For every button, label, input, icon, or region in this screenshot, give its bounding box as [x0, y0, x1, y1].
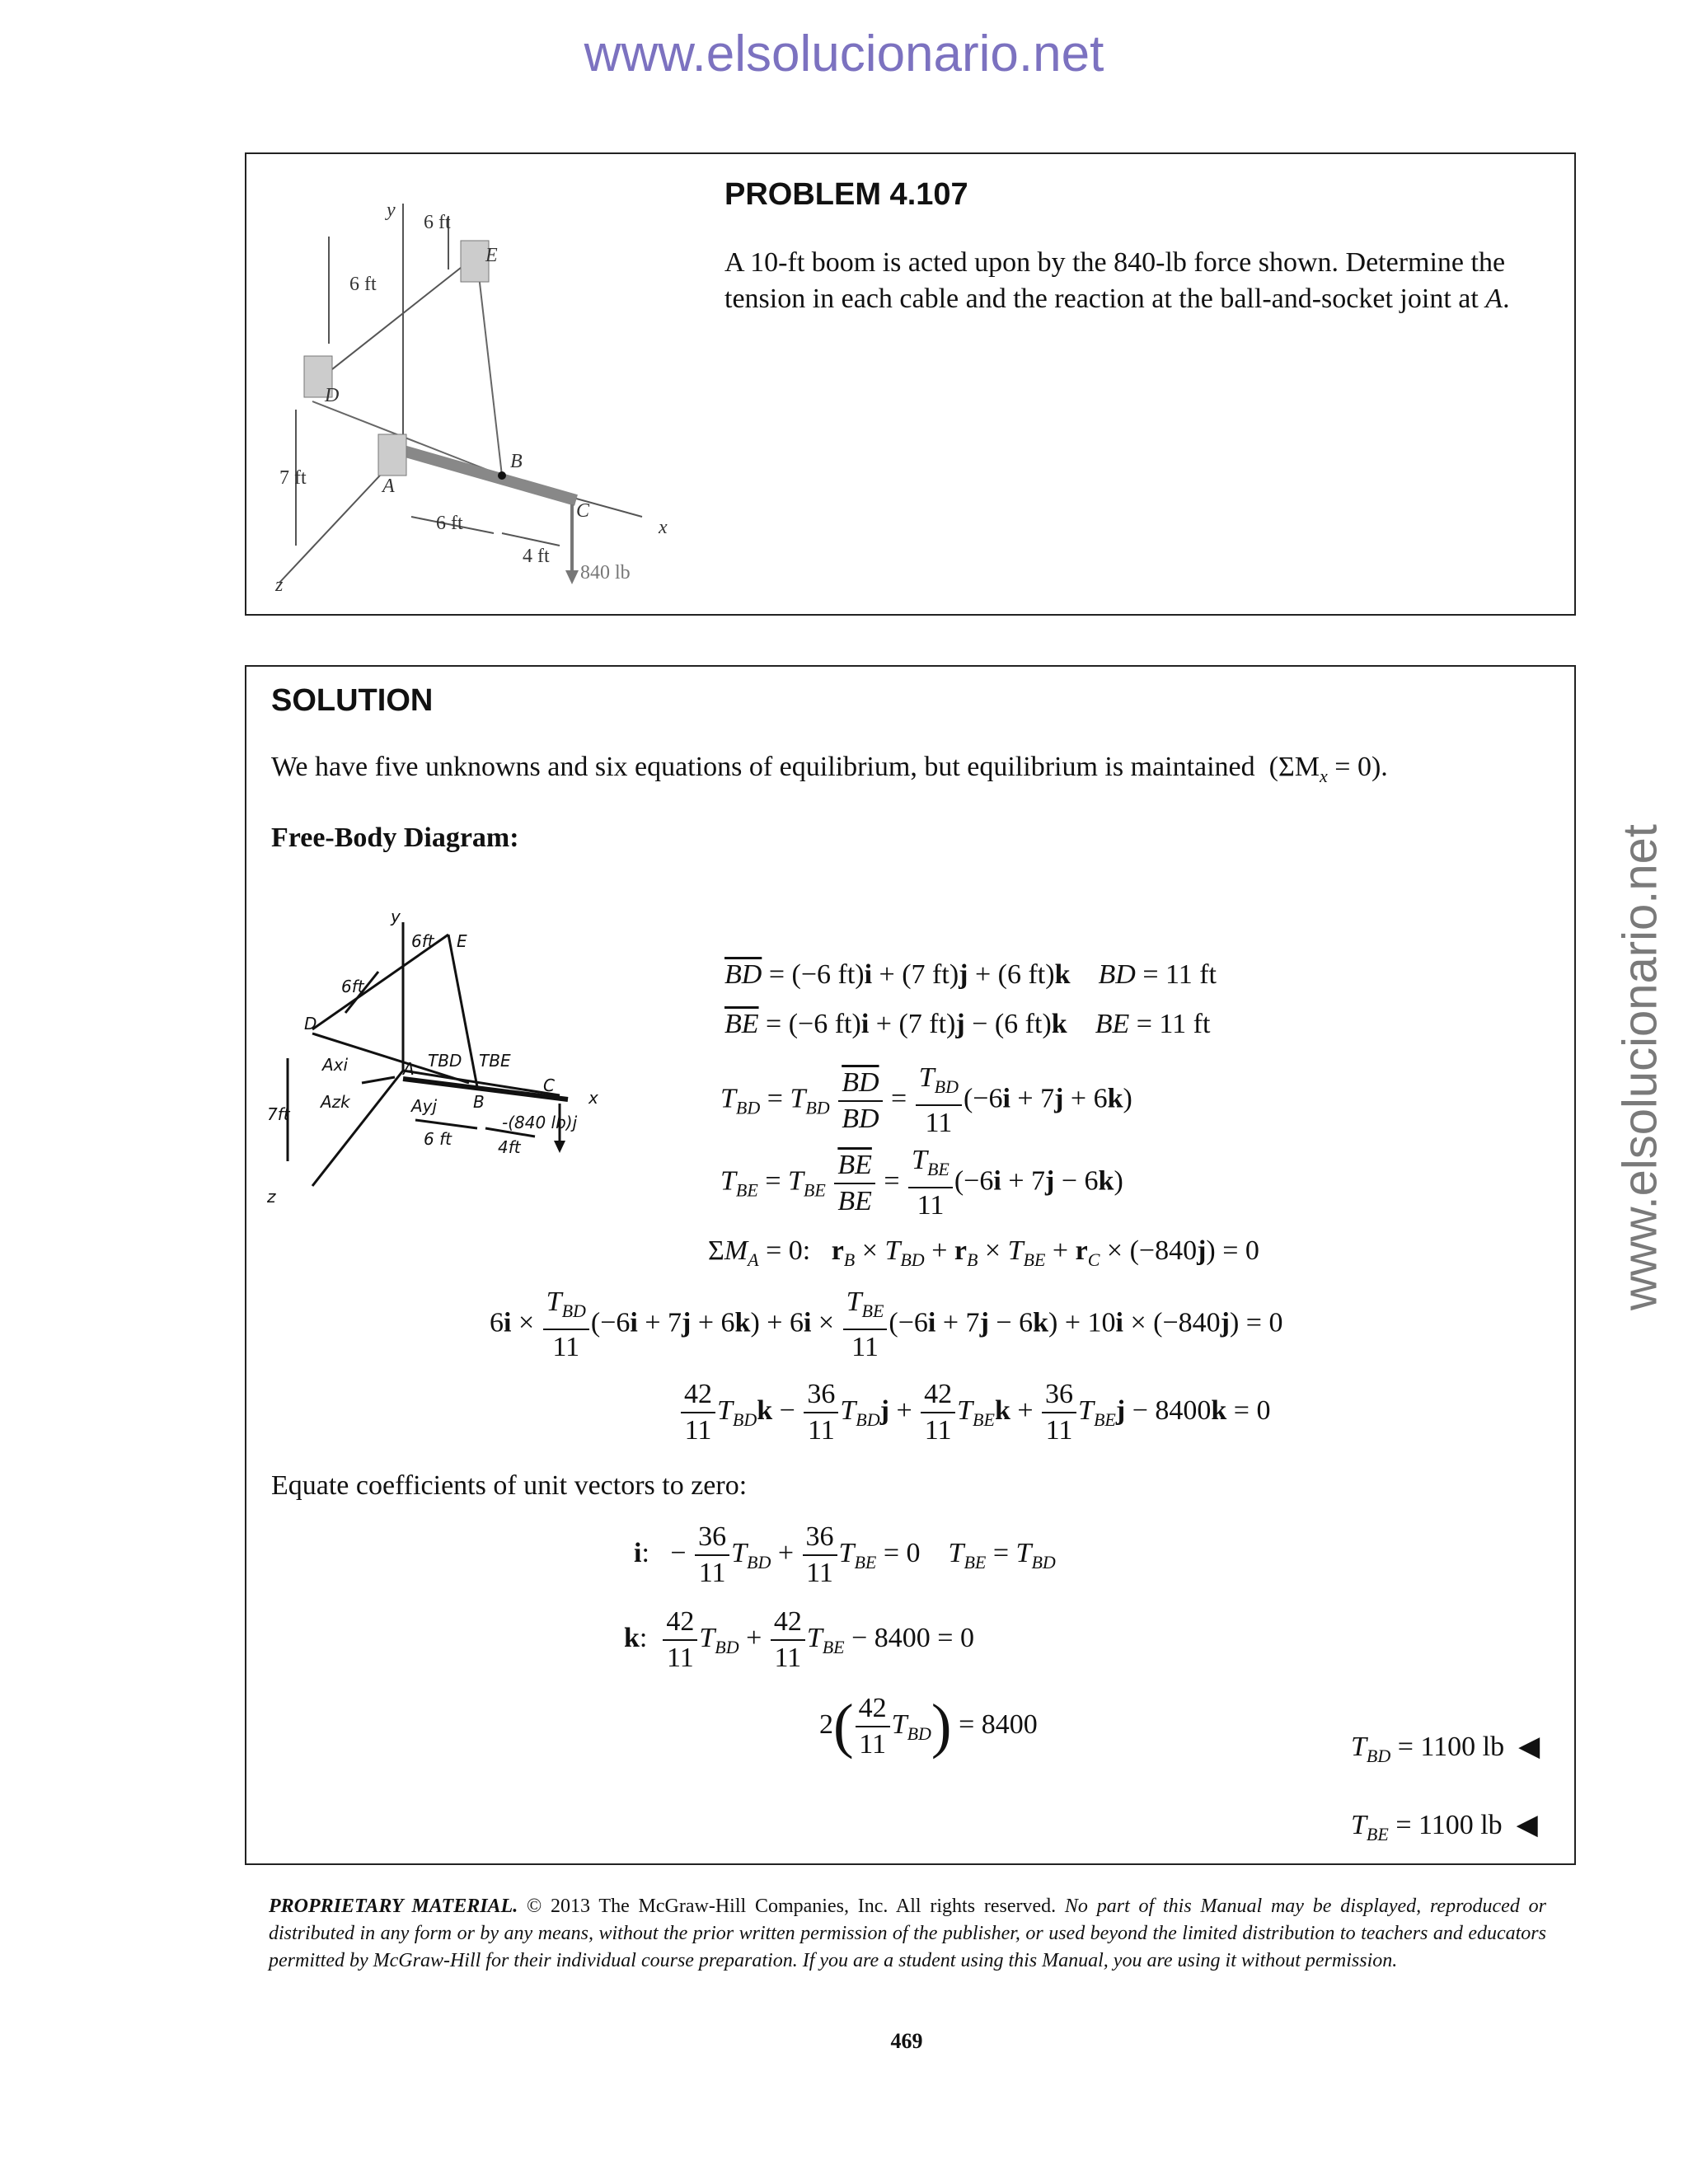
eq-i-component: i: − $\frac{36}{11}$ $T_{BD}$ + $\frac{36}{11}$ $T_{BE} = 0$ $T_{BE} = T_{BD}$ — [634, 1521, 1056, 1588]
fig-label-z: z — [275, 574, 284, 596]
fbd-ayj: Ayj — [411, 1096, 438, 1116]
eq-vector-be: $\overline{BE} = (-6$ ft)i + (7 ft)j − (6 ft)k BE = 11 ft — [724, 1009, 1211, 1039]
eq-k-component: k: $\frac{42}{11}$ $T_{BD}$ + $\frac{42}{11}$ $T_{BE} - 8400 = 0$ — [624, 1606, 974, 1673]
fbd-e: E — [457, 931, 467, 951]
eq-moment-simplified: $\frac{42}{11}$ $T_{BD}k$ − $\frac{36}{11}$ $T_{BD}j$ + $\frac{42}{11}$ $T_{BE}k$ + $\frac{36}{11}$ $T_{BE}j - 8400k = 0$ — [679, 1377, 1270, 1448]
answer-tbd: $T_{BD} = 1100$ lb ◀ — [1351, 1732, 1540, 1766]
eq-tension-bd: $T_{BD} = T_{BD}$ $\frac{\overline{BD}}{BD}$ = $\frac{T_{BD}}{11}$ (−6i + 7j + 6k) — [720, 1062, 1132, 1138]
fbd-y: y — [391, 907, 401, 926]
fbd-6ft-top: 6ft — [411, 931, 434, 951]
fig-dim-bc: 4 ft — [523, 546, 550, 567]
fig-label-a: A — [382, 476, 395, 497]
fbd-7ft: 7ft — [267, 1104, 290, 1124]
answer-tbe: $T_{BE} = 1100$ lb ◀ — [1351, 1810, 1538, 1844]
fbd-x: x — [588, 1088, 598, 1108]
watermark-top: www.elsolucionario.net — [584, 26, 1104, 82]
fig-label-d: D — [325, 385, 340, 406]
fig-label-x: x — [659, 517, 668, 538]
footer-copyright: PROPRIETARY MATERIAL. © 2013 The McGraw-Hill Companies, Inc. All rights reserved. No part of this Manual may be displayed, reproduced or distributed in any form or by any means, without the prior written permission of the publisher, or used beyond the limited distribution to teachers and educators permitted by McGraw-Hill for their individual course preparation. If you are a student using this Manual, you are using it without permission. — [269, 1896, 1546, 1971]
fbd-z: z — [267, 1187, 276, 1207]
fbd-d: D — [304, 1014, 317, 1033]
fig-label-c: C — [576, 500, 590, 522]
problem-figure — [246, 154, 708, 616]
solution-box — [245, 665, 1576, 1865]
fig-label-y: y — [387, 199, 396, 221]
fbd-tbd: TBD — [428, 1051, 462, 1071]
fig-dim-height: 7 ft — [279, 467, 307, 489]
fbd-6ft-bottom: 6 ft — [424, 1129, 452, 1149]
fig-force: 840 lb — [580, 562, 631, 583]
fbd-c: C — [543, 1076, 555, 1095]
fbd-tbe: TBE — [479, 1051, 511, 1071]
fbd-4ft: 4ft — [498, 1137, 521, 1157]
fig-dim-left: 6 ft — [349, 274, 377, 295]
fbd-6ft-left: 6ft — [341, 977, 364, 996]
solution-intro: We have five unknowns and six equations of equilibrium, but equilibrium is maintained $(\Sigma M_x = 0)$. — [271, 752, 1388, 786]
fig-label-e: E — [485, 245, 498, 266]
problem-title: PROBLEM 4.107 — [724, 177, 968, 212]
free-body-diagram — [263, 906, 609, 1219]
page-number: 469 — [890, 2029, 923, 2053]
eq-vector-bd: $\overline{BD} = (-6$ ft)i + (7 ft)j + (6 ft)k BD = 11 ft — [724, 959, 1217, 990]
watermark-side: www.elsolucionario.net — [1613, 824, 1667, 1310]
fbd-axi: Axi — [322, 1055, 349, 1075]
problem-statement: A 10-ft boom is acted upon by the 840-lb force shown. Determine the tension in each cable and the reaction at the ball-and-socket joint at A. — [724, 247, 1510, 314]
fbd-a: A — [403, 1059, 415, 1079]
problem-box — [245, 152, 1576, 616]
fbd-label: Free-Body Diagram: — [271, 823, 519, 853]
fbd-b: B — [473, 1092, 485, 1112]
fbd-azk: Azk — [321, 1092, 350, 1112]
solution-title: SOLUTION — [271, 683, 434, 718]
eq-moment-a: $\Sigma M_A = 0$: $r_B \times T_{BD} + r_B \times T_{BE} + r_C \times (-840j) = 0$ — [708, 1235, 1259, 1270]
fig-dim-ab: 6 ft — [436, 513, 463, 534]
eq-solve-tbd: 2( $\frac{42}{11}$ $T_{BD}) = 8400$ — [819, 1692, 1038, 1760]
fig-dim-top: 6 ft — [424, 212, 451, 233]
eq-moment-expanded: 6i × $\frac{T_{BD}}{11}$ (−6i + 7j + 6k) + 6i × $\frac{T_{BE}}{11}$ (−6i + 7j − 6k) + 10i × (−840j) = 0 — [490, 1286, 1283, 1362]
fig-label-b: B — [510, 451, 523, 472]
fbd-force: -(840 lb)j — [502, 1113, 578, 1132]
equate-label: Equate coefficients of unit vectors to zero: — [271, 1470, 748, 1501]
eq-tension-be: $T_{BE} = T_{BE}$ $\frac{\overline{BE}}{BE}$ = $\frac{T_{BE}}{11}$ (−6i + 7j − 6k) — [720, 1145, 1123, 1221]
